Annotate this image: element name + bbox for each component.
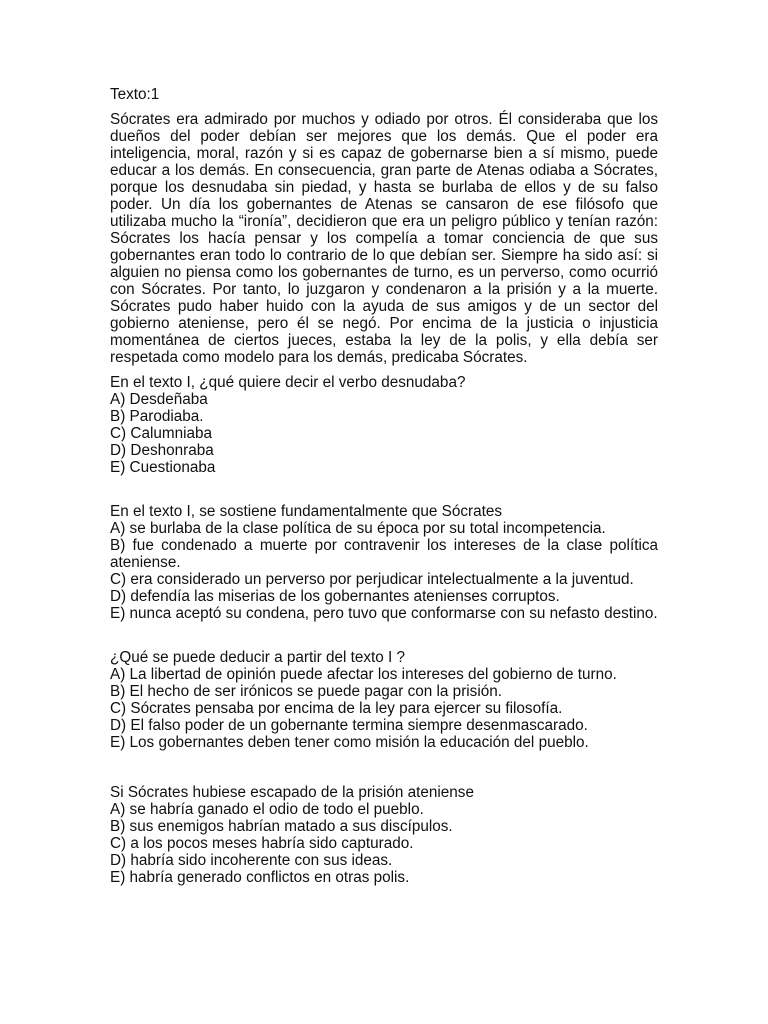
answer-option-d: D) habría sido incoherente con sus ideas. [110,852,393,869]
answer-option-a: A) La libertad de opinión puede afectar los intereses del gobierno de turno. [110,666,617,683]
answer-options [110,801,658,886]
answer-option-e: E) habría generado conflictos en otras polis. [110,869,410,886]
answer-option-b: B) sus enemigos habrían matado a sus discípulos. [110,818,453,835]
spacer [110,751,658,784]
answer-option-d: D) defendía las miserias de los gobernantes atenienses corruptos. [110,588,560,605]
answer-option-c: C) Sócrates pensaba por encima de la ley para ejercer su filosofía. [110,700,563,717]
answer-option-e: E) nunca aceptó su condena, pero tuvo que conformarse con su nefasto destino. [110,605,658,622]
spacer [110,476,658,503]
question-stem: En el texto I, ¿qué quiere decir el verbo desnudaba? [110,374,466,391]
spacer [110,622,658,649]
question-stem: Si Sócrates hubiese escapado de la prisión ateniense [110,784,474,801]
question-3 [110,649,658,751]
question-stem: En el texto I, se sostiene fundamentalmente que Sócrates [110,503,503,520]
answer-option-b: B) El hecho de ser irónicos se puede pagar con la prisión. [110,683,502,700]
question-1 [110,374,658,476]
document-heading: Texto:1 [110,86,160,103]
answer-option-a: A) se habría ganado el odio de todo el pueblo. [110,801,424,818]
answer-options [110,391,658,476]
answer-option-c: C) Calumniaba [110,425,213,442]
answer-option-c: C) era considerado un perverso por perjudicar intelectualmente a la juventud. [110,571,634,588]
answer-options [110,520,658,622]
answer-option-c: C) a los pocos meses habría sido capturado. [110,835,414,852]
answer-option-b: B) fue condenado a muerte por contravenir los intereses de la clase política ateniense. [110,537,658,571]
answer-option-b: B) Parodiaba. [110,408,204,425]
question-4 [110,784,658,886]
answer-option-e: E) Los gobernantes deben tener como misión la educación del pueblo. [110,734,589,751]
reading-passage: Sócrates era admirado por muchos y odiado por otros. Él consideraba que los dueños del poder debían ser mejores que los demás. Que el poder era inteligencia, moral, razón y si es capaz de gobernarse bien a sí mismo, puede educar a los demás. En consecuencia, gran parte de Atenas odiaba a Sócrates, porque los desnudaba sin piedad, y hasta se burlaba de ellos y de su falso poder. Un día los gobernantes de Atenas se cansaron de ese filósofo que utilizaba mucho la “ironía”, decidieron que era un peligro público y tenían razón: Sócrates los hacía pensar y los compelía a tomar conciencia de que sus gobernantes eran todo lo contrario de lo que debían ser. Siempre ha sido así: si alguien no piensa como los gobernantes de turno, es un perverso, como ocurrió con Sócrates. Por tanto, lo juzgaron y condenaron a la prisión y a la muerte. Sócrates pudo haber huido con la ayuda de sus amigos y de un sector del gobierno ateniense, pero él se negó. Por encima de la justicia o injusticia momentánea de ciertos jueces, estaba la ley de la polis, y ella debía ser respetada como modelo para los demás, predicaba Sócrates. [110,111,658,366]
answer-option-e: E) Cuestionaba [110,459,216,476]
answer-option-d: D) El falso poder de un gobernante termina siempre desenmascarado. [110,717,588,734]
document-page [110,86,658,886]
answer-options [110,666,658,751]
question-2 [110,503,658,622]
answer-option-d: D) Deshonraba [110,442,214,459]
answer-option-a: A) Desdeñaba [110,391,208,408]
answer-option-a: A) se burlaba de la clase política de su época por su total incompetencia. [110,520,606,537]
question-stem: ¿Qué se puede deducir a partir del texto I ? [110,649,406,666]
